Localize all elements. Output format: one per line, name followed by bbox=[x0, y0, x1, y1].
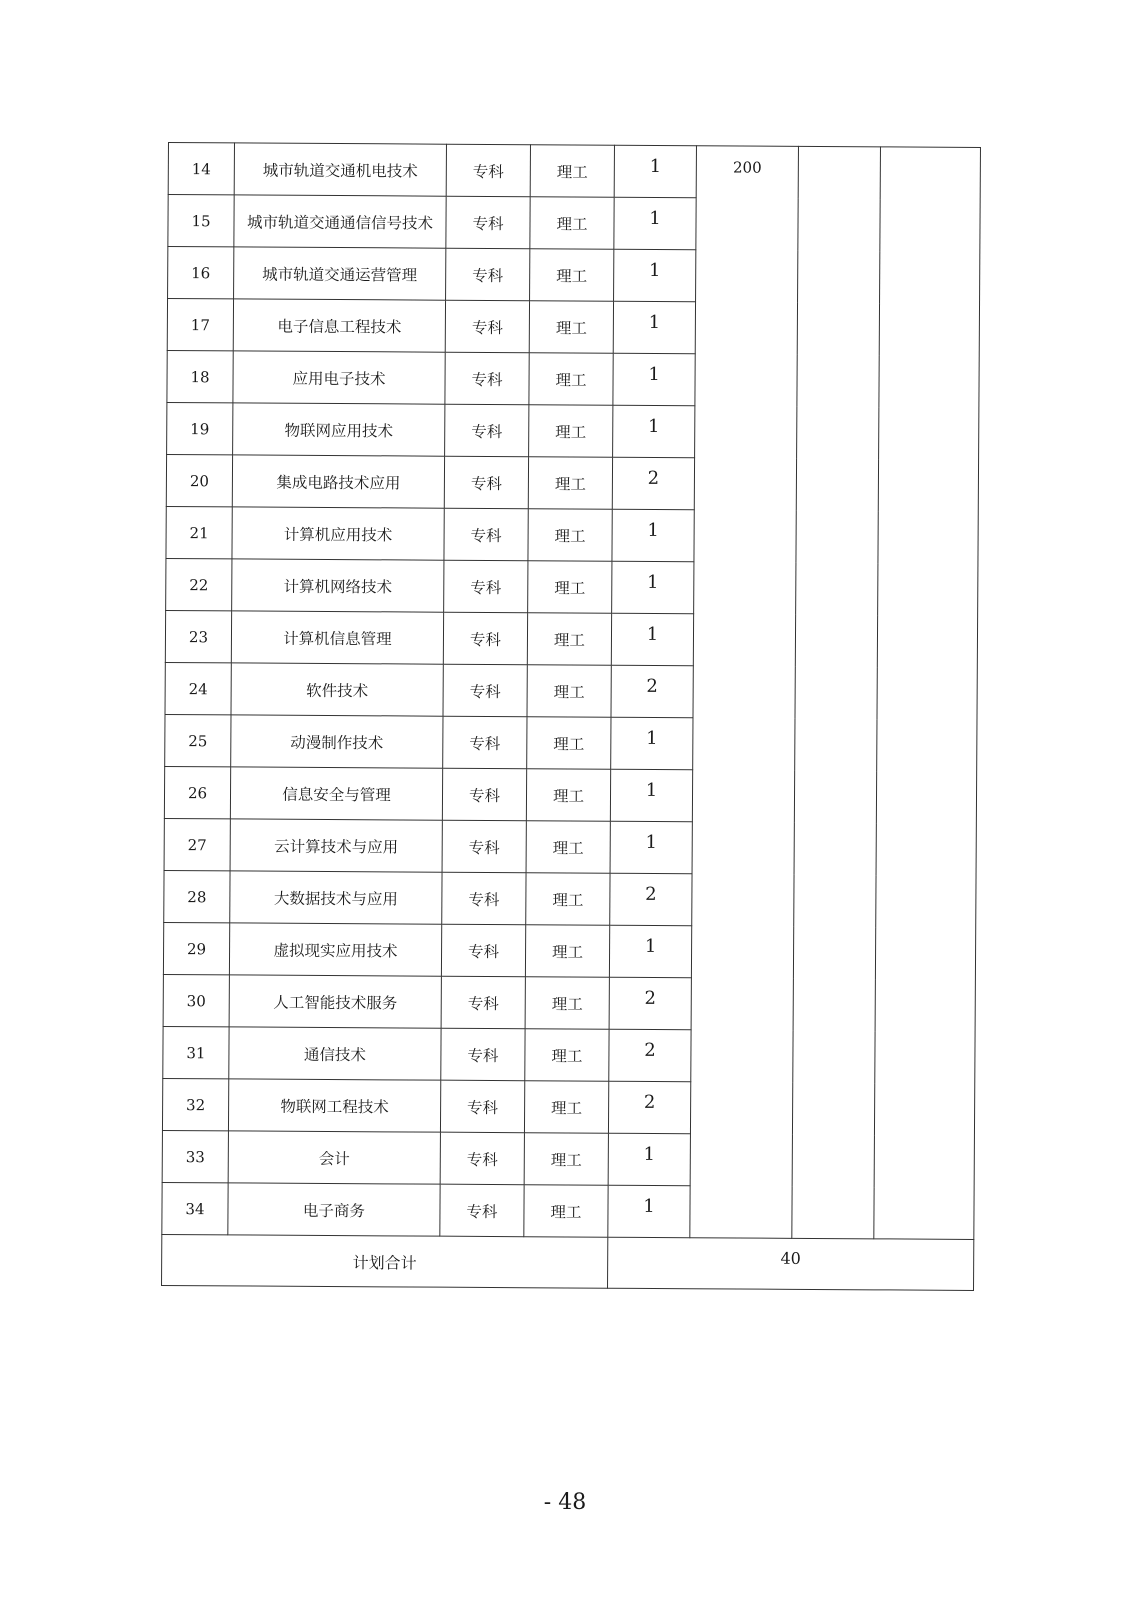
major-name-cell: 计算机信息管理 bbox=[231, 611, 443, 664]
major-name-cell: 物联网工程技术 bbox=[228, 1079, 440, 1132]
major-name-cell: 物联网应用技术 bbox=[233, 403, 445, 456]
category-cell: 理工 bbox=[528, 561, 612, 614]
category-cell: 理工 bbox=[525, 1029, 609, 1082]
major-name-cell: 城市轨道交通通信信号技术 bbox=[234, 195, 446, 248]
category-cell: 理工 bbox=[526, 873, 610, 926]
row-number-cell: 25 bbox=[165, 714, 231, 766]
plan-count-cell: 1 bbox=[614, 145, 696, 197]
major-name-cell: 动漫制作技术 bbox=[231, 715, 443, 768]
plan-count-cell: 1 bbox=[610, 821, 692, 873]
major-name-cell: 大数据技术与应用 bbox=[230, 871, 442, 924]
row-number-cell: 20 bbox=[166, 454, 232, 506]
major-name-cell: 计算机网络技术 bbox=[232, 559, 444, 612]
plan-count-cell: 2 bbox=[612, 457, 694, 509]
category-cell: 理工 bbox=[529, 353, 613, 406]
level-cell: 专科 bbox=[445, 404, 529, 457]
level-cell: 专科 bbox=[443, 716, 527, 769]
plan-count-cell: 1 bbox=[614, 249, 696, 301]
row-number-cell: 23 bbox=[165, 610, 231, 662]
row-number-cell: 34 bbox=[162, 1182, 228, 1234]
category-cell: 理工 bbox=[527, 717, 611, 770]
level-cell: 专科 bbox=[440, 1080, 524, 1133]
plan-count-cell: 2 bbox=[609, 977, 691, 1029]
category-cell: 理工 bbox=[530, 145, 614, 198]
plan-count-cell: 2 bbox=[610, 873, 692, 925]
row-number-cell: 32 bbox=[162, 1078, 228, 1130]
category-cell: 理工 bbox=[526, 769, 610, 822]
major-name-cell: 计算机应用技术 bbox=[232, 507, 444, 560]
row-number-cell: 16 bbox=[168, 247, 234, 299]
row-number-cell: 24 bbox=[165, 662, 231, 714]
level-cell: 专科 bbox=[443, 612, 527, 665]
major-name-cell: 云计算技术与应用 bbox=[230, 819, 442, 872]
row-number-cell: 31 bbox=[163, 1026, 229, 1078]
category-cell: 理工 bbox=[524, 1185, 608, 1238]
plan-count-cell: 1 bbox=[613, 353, 695, 405]
major-name-cell: 电子商务 bbox=[228, 1183, 440, 1236]
category-cell: 理工 bbox=[525, 925, 609, 978]
row-number-cell: 14 bbox=[168, 143, 234, 195]
row-number-cell: 29 bbox=[163, 922, 229, 974]
row-number-cell: 21 bbox=[166, 506, 232, 558]
major-name-cell: 城市轨道交通运营管理 bbox=[234, 247, 446, 300]
category-cell: 理工 bbox=[530, 197, 614, 250]
page-number: - 48 bbox=[543, 1490, 587, 1515]
row-number-cell: 15 bbox=[168, 195, 234, 247]
table-body bbox=[162, 143, 981, 1291]
row-number-cell: 18 bbox=[167, 350, 233, 402]
merged-value-cell: 200 bbox=[690, 146, 799, 1239]
category-cell: 理工 bbox=[526, 821, 610, 874]
plan-count-cell: 2 bbox=[608, 1081, 690, 1133]
total-label: 计划合计 bbox=[162, 1234, 608, 1288]
category-cell: 理工 bbox=[524, 1133, 608, 1186]
major-name-cell: 虚拟现实应用技术 bbox=[229, 923, 441, 976]
enrollment-plan-table bbox=[161, 142, 981, 1291]
row-number-cell: 33 bbox=[162, 1130, 228, 1182]
level-cell: 专科 bbox=[446, 196, 530, 249]
category-cell: 理工 bbox=[529, 301, 613, 354]
plan-count-cell: 2 bbox=[609, 1029, 691, 1082]
major-name-cell: 应用电子技术 bbox=[233, 351, 445, 404]
plan-count-cell: 1 bbox=[608, 1185, 690, 1237]
plan-count-cell: 2 bbox=[611, 665, 693, 717]
table-row bbox=[168, 143, 980, 200]
level-cell: 专科 bbox=[442, 820, 526, 873]
plan-count-cell: 1 bbox=[614, 197, 696, 249]
level-cell: 专科 bbox=[440, 1132, 524, 1185]
level-cell: 专科 bbox=[443, 664, 527, 717]
row-number-cell: 19 bbox=[167, 402, 233, 454]
major-name-cell: 软件技术 bbox=[231, 663, 443, 716]
level-cell: 专科 bbox=[444, 560, 528, 613]
total-row bbox=[162, 1234, 974, 1290]
row-number-cell: 22 bbox=[166, 558, 232, 610]
row-number-cell: 27 bbox=[164, 818, 230, 870]
level-cell: 专科 bbox=[442, 872, 526, 925]
plan-count-cell: 1 bbox=[612, 509, 694, 561]
major-name-cell: 城市轨道交通机电技术 bbox=[234, 143, 446, 196]
row-number-cell: 28 bbox=[164, 870, 230, 922]
category-cell: 理工 bbox=[527, 613, 611, 666]
plan-count-cell: 1 bbox=[612, 561, 694, 613]
category-cell: 理工 bbox=[528, 457, 612, 510]
row-number-cell: 26 bbox=[164, 766, 230, 818]
category-cell: 理工 bbox=[530, 249, 614, 302]
level-cell: 专科 bbox=[441, 976, 525, 1029]
level-cell: 专科 bbox=[445, 352, 529, 405]
category-cell: 理工 bbox=[527, 665, 611, 718]
level-cell: 专科 bbox=[444, 508, 528, 561]
row-number-cell: 17 bbox=[167, 299, 233, 351]
plan-count-cell: 1 bbox=[611, 717, 693, 769]
major-name-cell: 电子信息工程技术 bbox=[233, 299, 445, 352]
plan-count-cell: 1 bbox=[608, 1133, 690, 1185]
level-cell: 专科 bbox=[442, 768, 526, 821]
empty-cell bbox=[792, 146, 881, 1238]
plan-count-cell: 1 bbox=[611, 613, 693, 665]
level-cell: 专科 bbox=[441, 1028, 525, 1081]
empty-cell bbox=[874, 147, 981, 1240]
plan-count-cell: 1 bbox=[613, 405, 695, 457]
category-cell: 理工 bbox=[525, 977, 609, 1030]
level-cell: 专科 bbox=[444, 456, 528, 509]
major-name-cell: 会计 bbox=[228, 1131, 440, 1184]
major-name-cell: 通信技术 bbox=[229, 1027, 441, 1080]
level-cell: 专科 bbox=[441, 924, 525, 977]
plan-count-cell: 1 bbox=[610, 769, 692, 821]
level-cell: 专科 bbox=[445, 300, 529, 353]
level-cell: 专科 bbox=[440, 1184, 524, 1237]
major-name-cell: 人工智能技术服务 bbox=[229, 975, 441, 1028]
major-name-cell: 集成电路技术应用 bbox=[232, 455, 444, 508]
total-value: 40 bbox=[608, 1237, 974, 1290]
category-cell: 理工 bbox=[529, 405, 613, 458]
major-name-cell: 信息安全与管理 bbox=[230, 767, 442, 820]
level-cell: 专科 bbox=[446, 248, 530, 301]
category-cell: 理工 bbox=[524, 1081, 608, 1134]
row-number-cell: 30 bbox=[163, 974, 229, 1026]
plan-count-cell: 1 bbox=[613, 301, 695, 353]
category-cell: 理工 bbox=[528, 509, 612, 562]
plan-count-cell: 1 bbox=[609, 925, 691, 977]
level-cell: 专科 bbox=[446, 144, 530, 197]
